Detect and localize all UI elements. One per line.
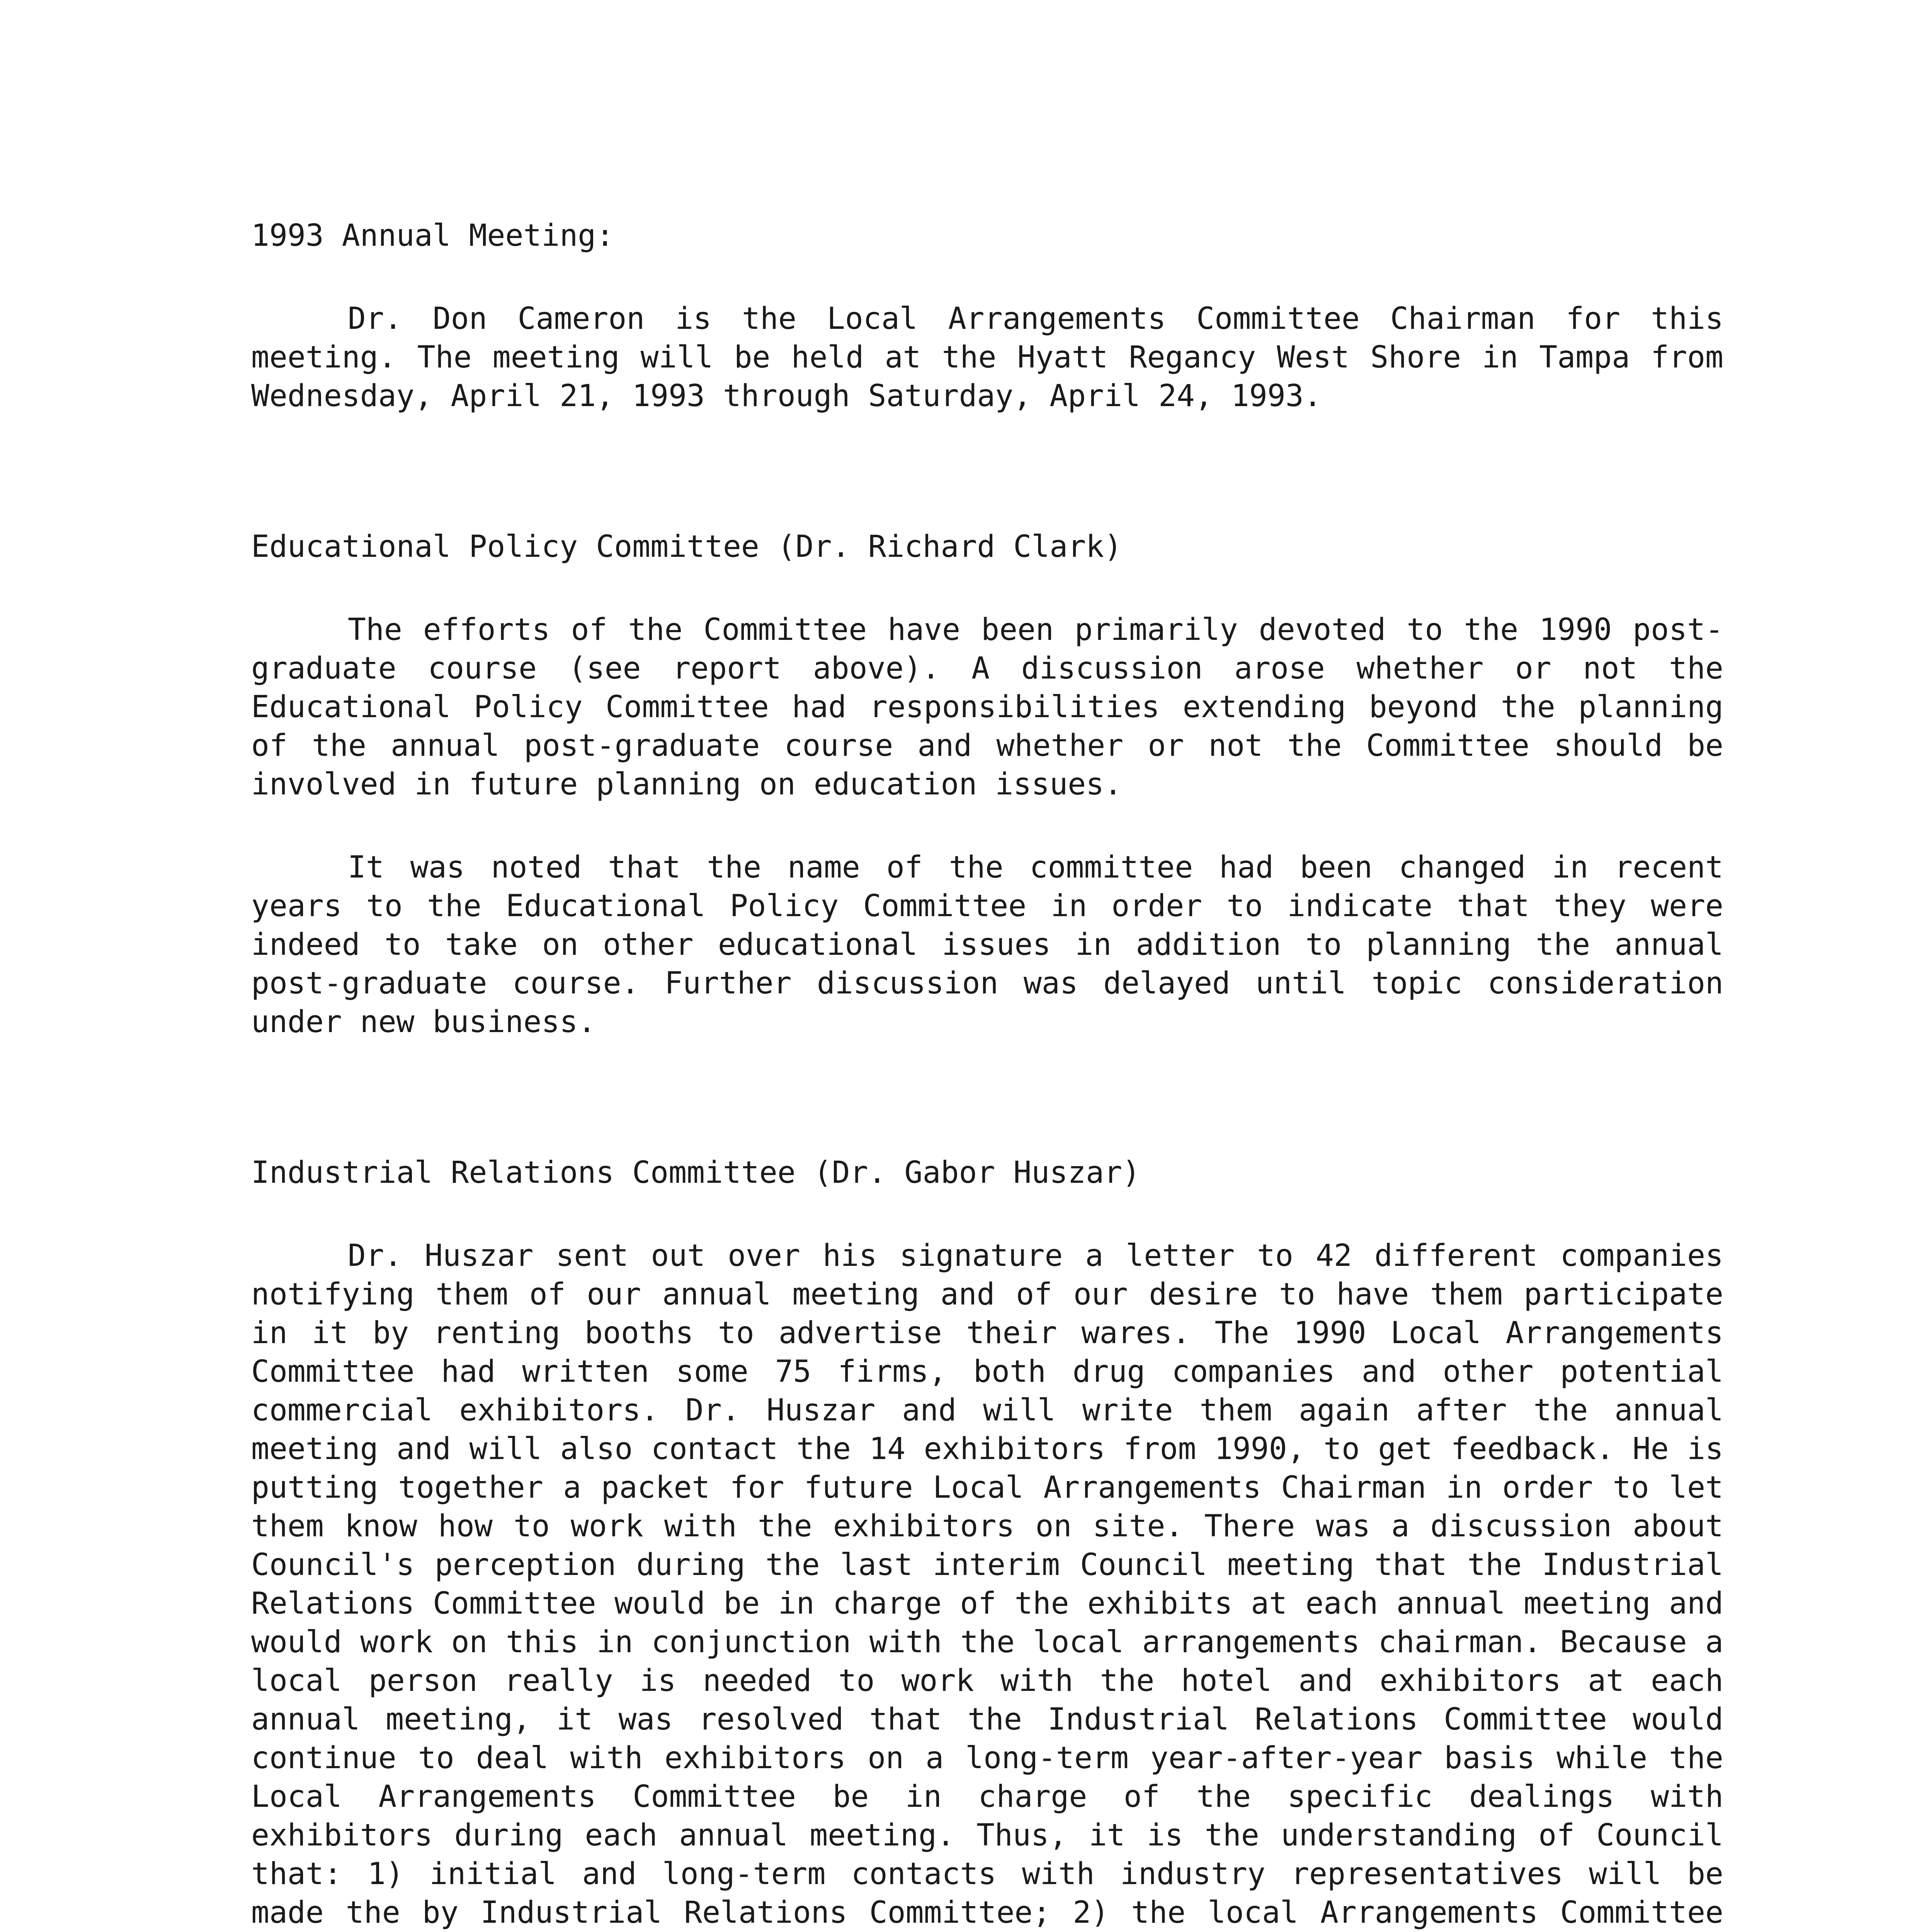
document-body [251,216,1723,1932]
industrial-relations-heading: Industrial Relations Committee (Dr. Gabor Huszar) [251,1155,1141,1190]
educational-policy-paragraph-1: The efforts of the Committee have been primarily devoted to the 1990 post-graduate course (see report above). A discussion arose whether or not the Educational Policy Committee had responsibilities extending beyond the planning of the annual post-graduate course and whether or not the Committee should be involved in future planning on education issues. [251,612,1723,802]
annual-meeting-heading: 1993 Annual Meeting: [251,218,614,253]
annual-meeting-paragraph: Dr. Don Cameron is the Local Arrangements Committee Chairman for this meeting. The meeting will be held at the Hyatt Regancy West Shore in Tampa from Wednesday, April 21, 1993 through Saturday, April 24, 1993. [251,301,1723,413]
industrial-relations-paragraph: Dr. Huszar sent out over his signature a letter to 42 different companies notifying them of our annual meeting and of our desire to have them participate in it by renting booths to advertise their wares. The 1990 Local Arrangements Committee had written some 75 firms, both drug companies and other potential commercial exhibitors. Dr. Huszar and will write them again after the annual meeting and will also contact the 14 exhibitors from 1990, to get feedback. He is putting together a packet for future Local Arrangements Chairman in order to let them know how to work with the exhibitors on site. There was a discussion about Council's perception during the last interim Council meeting that the Industrial Relations Committee would be in charge of the exhibits at each annual meeting and would work on this in conjunction with the local arrangements chairman. Because a local person really is needed to work with the hotel and exhibitors at each annual meeting, it was resolved that the Industrial Relations Committee would continue to deal with exhibitors on a long-term year-after-year basis while the Local Arrangements Committee be in charge of the specific dealings with exhibitors during each annual meeting. Thus, it is the understanding of Council that: 1) initial and long-term contacts with industry representatives will be made the by Industrial Relations Committee; 2) the local Arrangements Committee [251,1238,1723,1930]
educational-policy-heading: Educational Policy Committee (Dr. Richard Clark) [251,529,1123,564]
educational-policy-paragraph-2: It was noted that the name of the committee had been changed in recent years to the Educational Policy Committee in order to indicate that they were indeed to take on other educational issues in addition to planning the annual post-graduate course. Further discussion was delayed until topic consideration under new business. [251,850,1723,1039]
